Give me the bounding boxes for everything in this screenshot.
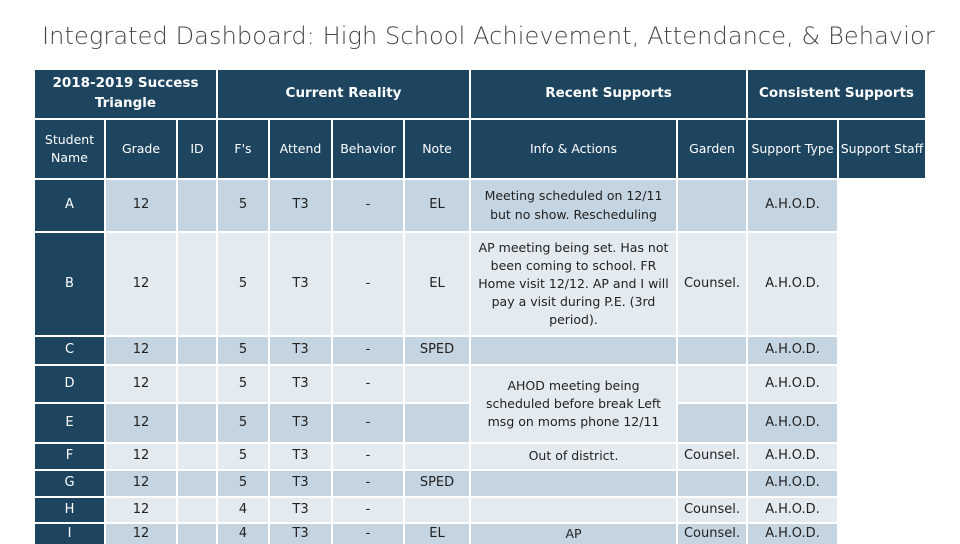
cell-support-type: A.H.O.D. — [748, 337, 837, 364]
cell-fs: 5 — [218, 180, 268, 231]
column-header-id: ID — [178, 120, 216, 178]
cell-student-name: G — [35, 471, 104, 496]
cell-fs: 4 — [218, 524, 268, 544]
cell-support-type: A.H.O.D. — [748, 233, 837, 335]
cell-grade: 12 — [106, 366, 176, 402]
column-header-fs: F's — [218, 120, 268, 178]
cell-student-name: I — [35, 524, 104, 544]
cell-student-name: F — [35, 444, 104, 469]
cell-note: EL — [405, 524, 469, 544]
cell-grade: 12 — [106, 444, 176, 469]
cell-support-staff — [839, 524, 925, 544]
group-header-recent-supports: Recent Supports — [471, 70, 746, 118]
cell-support-staff — [839, 337, 925, 364]
column-header-student-name: Student Name — [35, 120, 104, 178]
cell-id — [178, 337, 216, 364]
cell-garden — [678, 404, 746, 442]
cell-info-actions — [471, 337, 676, 364]
column-header-info-actions: Info & Actions — [471, 120, 676, 178]
cell-attend: T3 — [270, 524, 331, 544]
cell-garden — [678, 180, 746, 231]
cell-note: EL — [405, 180, 469, 231]
cell-id — [178, 180, 216, 231]
cell-behavior: - — [333, 233, 403, 335]
page-title: Integrated Dashboard: High School Achievement, Attendance, & Behavior — [42, 22, 935, 50]
cell-info-actions: Meeting scheduled on 12/11 but no show. Rescheduling — [471, 180, 676, 231]
cell-support-type: A.H.O.D. — [748, 444, 837, 469]
group-header-current-reality: Current Reality — [218, 70, 469, 118]
cell-note — [405, 444, 469, 469]
group-header-consistent-supports: Consistent Supports — [748, 70, 925, 118]
cell-garden: Counsel. — [678, 524, 746, 544]
cell-grade: 12 — [106, 498, 176, 522]
column-header-garden: Garden — [678, 120, 746, 178]
column-header-attend: Attend — [270, 120, 331, 178]
group-header-success-triangle: 2018-2019 Success Triangle — [35, 70, 216, 118]
cell-student-name: H — [35, 498, 104, 522]
cell-attend: T3 — [270, 404, 331, 442]
cell-behavior: - — [333, 337, 403, 364]
cell-note — [405, 404, 469, 442]
dashboard-table — [35, 70, 925, 540]
column-header-support-staff: Support Staff — [839, 120, 925, 178]
cell-student-name: A — [35, 180, 104, 231]
cell-id — [178, 471, 216, 496]
cell-grade: 12 — [106, 404, 176, 442]
cell-note: SPED — [405, 471, 469, 496]
cell-support-staff — [839, 471, 925, 496]
cell-fs: 5 — [218, 337, 268, 364]
cell-support-type: A.H.O.D. — [748, 404, 837, 442]
cell-fs: 4 — [218, 498, 268, 522]
cell-support-staff — [839, 444, 925, 469]
cell-attend: T3 — [270, 233, 331, 335]
cell-student-name: E — [35, 404, 104, 442]
cell-support-staff — [839, 180, 925, 231]
cell-behavior: - — [333, 180, 403, 231]
cell-student-name: B — [35, 233, 104, 335]
cell-fs: 5 — [218, 233, 268, 335]
column-header-grade: Grade — [106, 120, 176, 178]
cell-id — [178, 524, 216, 544]
cell-garden: Counsel. — [678, 233, 746, 335]
cell-id — [178, 498, 216, 522]
cell-garden — [678, 337, 746, 364]
cell-fs: 5 — [218, 444, 268, 469]
column-header-note: Note — [405, 120, 469, 178]
cell-behavior: - — [333, 404, 403, 442]
cell-behavior: - — [333, 366, 403, 402]
cell-grade: 12 — [106, 337, 176, 364]
cell-attend: T3 — [270, 180, 331, 231]
cell-id — [178, 233, 216, 335]
cell-info-actions: Out of district. — [471, 444, 676, 469]
cell-grade: 12 — [106, 233, 176, 335]
cell-support-type: A.H.O.D. — [748, 498, 837, 522]
cell-attend: T3 — [270, 498, 331, 522]
cell-garden — [678, 366, 746, 402]
cell-support-staff — [839, 233, 925, 335]
cell-behavior: - — [333, 444, 403, 469]
cell-fs: 5 — [218, 366, 268, 402]
cell-info-actions: AP — [471, 524, 676, 544]
cell-support-staff — [839, 498, 925, 522]
cell-id — [178, 366, 216, 402]
cell-behavior: - — [333, 471, 403, 496]
cell-info-actions — [471, 471, 676, 496]
cell-attend: T3 — [270, 337, 331, 364]
cell-fs: 5 — [218, 404, 268, 442]
cell-note — [405, 498, 469, 522]
cell-behavior: - — [333, 524, 403, 544]
cell-support-type: A.H.O.D. — [748, 366, 837, 402]
cell-note: SPED — [405, 337, 469, 364]
cell-student-name: D — [35, 366, 104, 402]
cell-garden — [678, 471, 746, 496]
cell-grade: 12 — [106, 471, 176, 496]
cell-support-type: A.H.O.D. — [748, 180, 837, 231]
cell-fs: 5 — [218, 471, 268, 496]
cell-grade: 12 — [106, 524, 176, 544]
cell-support-staff — [839, 366, 925, 402]
cell-support-type: A.H.O.D. — [748, 524, 837, 544]
cell-id — [178, 404, 216, 442]
cell-info-actions-merged: AHOD meeting being scheduled before break Left msg on moms phone 12/11 — [471, 366, 676, 442]
cell-behavior: - — [333, 498, 403, 522]
cell-info-actions — [471, 498, 676, 522]
cell-garden: Counsel. — [678, 498, 746, 522]
cell-attend: T3 — [270, 471, 331, 496]
cell-attend: T3 — [270, 366, 331, 402]
cell-student-name: C — [35, 337, 104, 364]
cell-support-staff — [839, 404, 925, 442]
cell-note — [405, 366, 469, 402]
cell-attend: T3 — [270, 444, 331, 469]
cell-note: EL — [405, 233, 469, 335]
cell-id — [178, 444, 216, 469]
column-header-behavior: Behavior — [333, 120, 403, 178]
column-header-support-type: Support Type — [748, 120, 837, 178]
cell-garden: Counsel. — [678, 444, 746, 469]
cell-grade: 12 — [106, 180, 176, 231]
cell-info-actions: AP meeting being set. Has not been coming to school. FR Home visit 12/12. AP and I will pay a visit during P.E. (3rd period). — [471, 233, 676, 335]
cell-support-type: A.H.O.D. — [748, 471, 837, 496]
